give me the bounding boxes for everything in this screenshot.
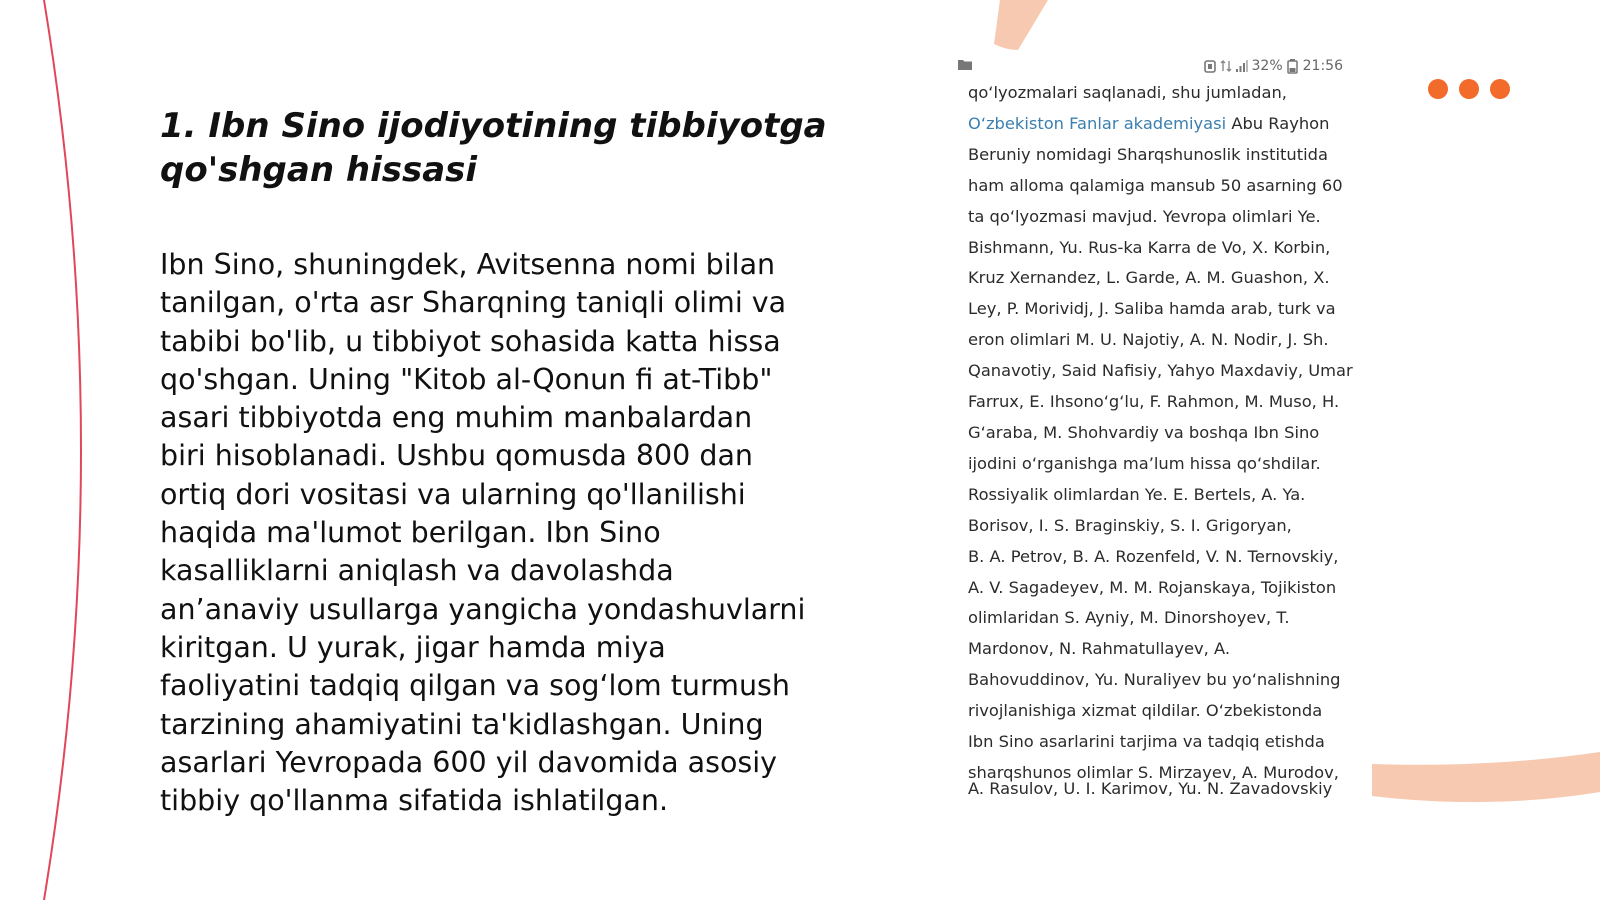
body-line: tarzining ahamiyatini ta'kidlashgan. Uning xyxy=(160,707,764,741)
body-line: tibbiy qo'llanma sifatida ishlatilgan. xyxy=(160,784,669,818)
article-line: Farrux, E. Ihsono‘g‘lu, F. Rahmon, M. Muso, H. xyxy=(968,392,1340,412)
article-line: Kruz Xernandez, L. Garde, A. M. Guashon, X. xyxy=(968,268,1330,288)
article-line: ijodini o‘rganishga ma’lum hissa qo‘shdilar. xyxy=(968,453,1321,473)
red-curve-line xyxy=(44,0,81,900)
orange-dot-icon xyxy=(1428,79,1448,99)
body-line: Ibn Sino, shuningdek, Avitsenna nomi bilan xyxy=(160,248,776,281)
body-line: kiritgan. U yurak, jigar hamda miya xyxy=(160,630,666,664)
slide-body-text xyxy=(160,246,860,820)
cut-off-article-line: A. Rasulov, U. I. Karimov, Yu. N. Zavadovskiy xyxy=(968,779,1333,798)
folder-icon xyxy=(958,59,972,70)
article-line: A. V. Sagadeyev, M. M. Rojanskaya, Tojikiston xyxy=(968,577,1337,597)
body-line: asari tibbiyotda eng muhim manbalardan xyxy=(160,401,753,435)
article-line: Beruniy nomidagi Sharqshunoslik institutida xyxy=(968,144,1328,164)
article-line-rest: Abu Rayhon xyxy=(1226,113,1330,133)
article-line: eron olimlari M. U. Najotiy, A. N. Nodir, J. Sh. xyxy=(968,330,1329,350)
body-line: biri hisoblanadi. Ushbu qomusda 800 dan xyxy=(160,439,753,473)
title-line: 1. Ibn Sino ijodiyotining tibbiyotga xyxy=(160,106,827,146)
article-line: Ley, P. Morividj, J. Saliba hamda arab, turk va xyxy=(968,299,1336,319)
peach-stroke-right xyxy=(1372,752,1600,802)
peach-stroke-top xyxy=(994,0,1048,50)
signal-icon xyxy=(1236,59,1248,73)
body-line: an’anaviy usullarga yangicha yondashuvlarni xyxy=(160,592,806,626)
article-line: Bahovuddinov, Yu. Nuraliyev bu yo‘nalishning xyxy=(968,670,1341,690)
phone-article-text xyxy=(968,78,1368,798)
battery-icon xyxy=(1287,59,1299,73)
body-line: tabibi bo'lib, u tibbiyot sohasida katta hissa xyxy=(160,324,781,358)
body-line: haqida ma'lumot berilgan. Ibn Sino xyxy=(160,516,661,550)
orange-dot-icon xyxy=(1490,79,1510,99)
article-line: Mardonov, N. Rahmatullayev, A. xyxy=(968,639,1231,659)
article-line: G‘araba, M. Shohvardiy va boshqa Ibn Sino xyxy=(968,422,1320,442)
body-line: faoliyatini tadqiq qilgan va sog‘lom turmush xyxy=(160,669,790,703)
article-line: Rossiyalik olimlardan Ye. E. Bertels, A. Ya. xyxy=(968,484,1306,504)
article-line: Qanavotiy, Said Nafisiy, Yahyo Maxdaviy, Umar xyxy=(968,361,1353,381)
title-line: qo'shgan hissasi xyxy=(160,150,478,190)
article-line: rivojlanishiga xizmat qildilar. O‘zbekistonda xyxy=(968,701,1323,721)
phone-status-bar xyxy=(955,54,1365,78)
clock-time: 21:56 xyxy=(1302,58,1343,74)
slide-title xyxy=(160,104,860,192)
orange-dot-icon xyxy=(1459,79,1479,99)
article-line: qo‘lyozmalari saqlanadi, shu jumladan, xyxy=(968,83,1287,102)
body-line: qo'shgan. Uning "Kitob al-Qonun fi at-Tibb" xyxy=(160,362,773,396)
phone-screenshot xyxy=(955,50,1365,796)
body-line: tanilgan, o'rta asr Sharqning taniqli olimi va xyxy=(160,286,787,320)
status-icons xyxy=(1204,56,1343,76)
article-line: ham alloma qalamiga mansub 50 asarning 60 xyxy=(968,175,1343,195)
window-dots xyxy=(1428,79,1510,99)
article-line: sharqshunos olimlar S. Mirzayev, A. Murodov, xyxy=(968,762,1339,782)
article-line: Ibn Sino asarlarini tarjima va tadqiq etishda xyxy=(968,732,1325,752)
data-arrows-icon xyxy=(1220,59,1232,73)
article-line: B. A. Petrov, B. A. Rozenfeld, V. N. Ternovskiy, xyxy=(968,546,1339,566)
body-line: kasalliklarni aniqlash va davolashda xyxy=(160,554,674,588)
article-line: olimlaridan S. Ayniy, M. Dinorshoyev, T. xyxy=(968,608,1290,628)
academy-link[interactable]: O‘zbekiston Fanlar akademiyasi xyxy=(968,113,1227,133)
article-line-with-link xyxy=(968,109,1368,140)
alarm-icon xyxy=(1204,59,1216,73)
article-line: Borisov, I. S. Braginskiy, S. I. Grigoryan, xyxy=(968,515,1292,535)
article-line: Bishmann, Yu. Rus-ka Karra de Vo, X. Korbin, xyxy=(968,237,1331,257)
battery-percent: 32% xyxy=(1251,58,1283,74)
body-line: asarlari Yevropada 600 yil davomida asosiy xyxy=(160,745,778,779)
body-line: ortiq dori vositasi va ularning qo'llanilishi xyxy=(160,477,746,511)
article-line: ta qo‘lyozmasi mavjud. Yevropa olimlari Ye. xyxy=(968,206,1321,226)
